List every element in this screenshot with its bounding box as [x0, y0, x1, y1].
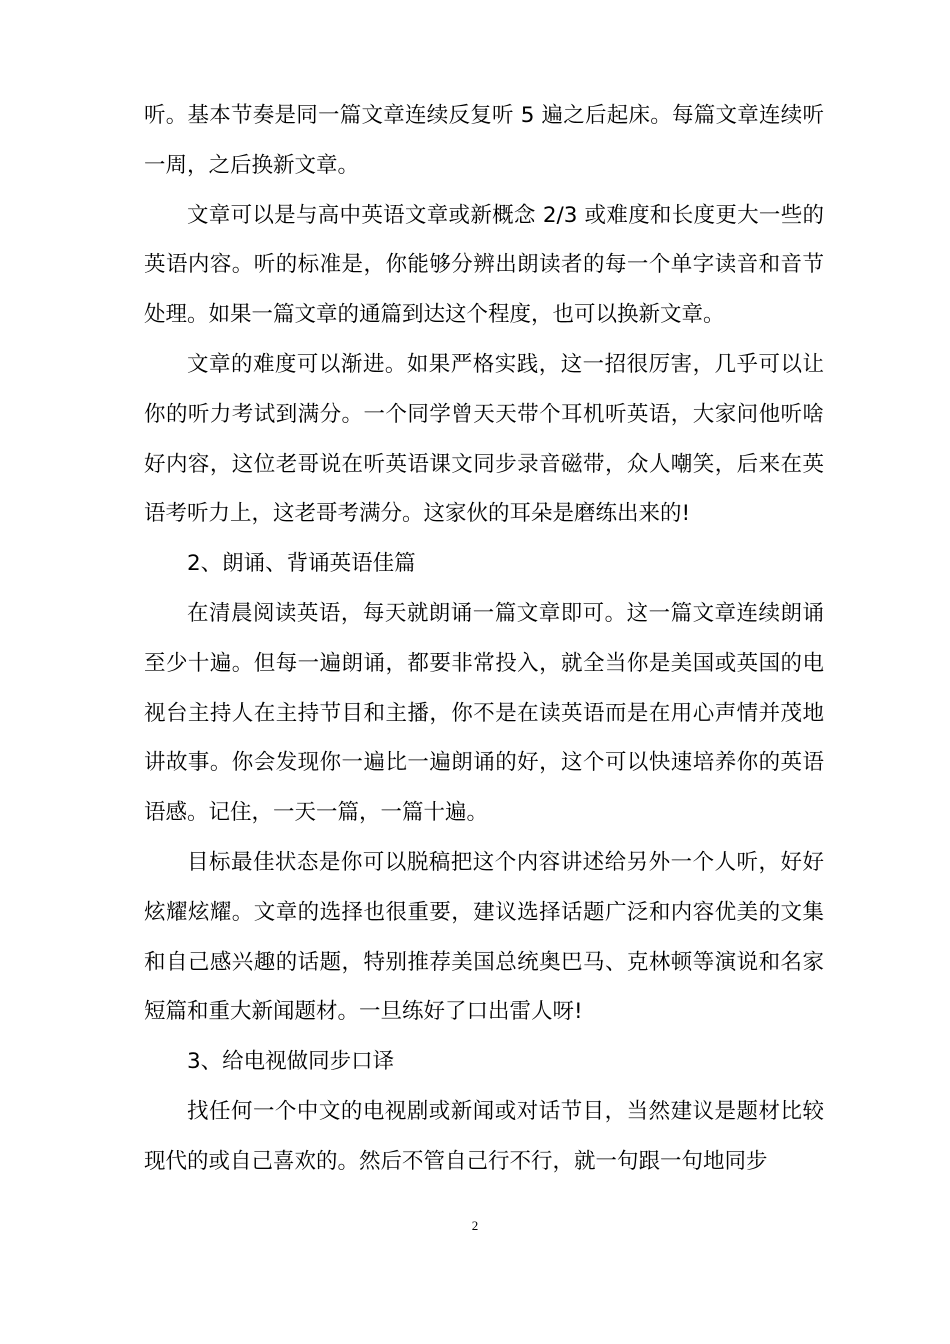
paragraph-tv-interpretation: 找任何一个中文的电视剧或新闻或对话节目，当然建议是题材比较现代的或自己喜欢的。然后不管自己行不行，就一句跟一句地同步	[144, 1098, 824, 1174]
body-text	[144, 91, 824, 1187]
paragraph-goal: 目标最佳状态是你可以脱稿把这个内容讲述给另外一个人听，好好炫耀炫耀。文章的选择也很重要，建议选择话题广泛和内容优美的文集和自己感兴趣的话题，特别推荐美国总统奥巴马、克林顿等演说和名家短篇和重大新闻题材。一旦练好了口出雷人呀!	[144, 849, 824, 1025]
page-number: 2	[471, 1218, 479, 1233]
section-heading-recitation: 2、朗诵、背诵英语佳篇	[187, 551, 416, 577]
paragraph-morning-reading: 在清晨阅读英语，每天就朗诵一篇文章即可。这一篇文章连续朗诵至少十遍。但每一遍朗诵，都要非常投入，就全当你是美国或英国的电视台主持人在主持节目和主播，你不是在读英语而是在用心声情并茂地讲故事。你会发现你一遍比一遍朗诵的好，这个可以快速培养你的英语语感。记住，一天一篇，一篇十遍。	[144, 600, 824, 826]
paragraph-article-choice: 文章可以是与高中英语文章或新概念 2/3 或难度和长度更大一些的英语内容。听的标准是，你能够分辨出朗读者的每一个单字读音和音节处理。如果一篇文章的通篇到达这个程度，也可以换新文章。	[144, 202, 824, 328]
paragraph-listening-rhythm: 听。基本节奏是同一篇文章连续反复听 5 遍之后起床。每篇文章连续听一周，之后换新文章。	[144, 103, 824, 178]
section-heading-interpretation: 3、给电视做同步口译	[187, 1049, 395, 1075]
paragraph-difficulty: 文章的难度可以渐进。如果严格实践，这一招很厉害，几乎可以让你的听力考试到满分。一个同学曾天天带个耳机听英语，大家问他听啥好内容，这位老哥说在听英语课文同步录音磁带，众人嘲笑，后来在英语考听力上，这老哥考满分。这家伙的耳朵是磨练出来的!	[144, 351, 824, 527]
